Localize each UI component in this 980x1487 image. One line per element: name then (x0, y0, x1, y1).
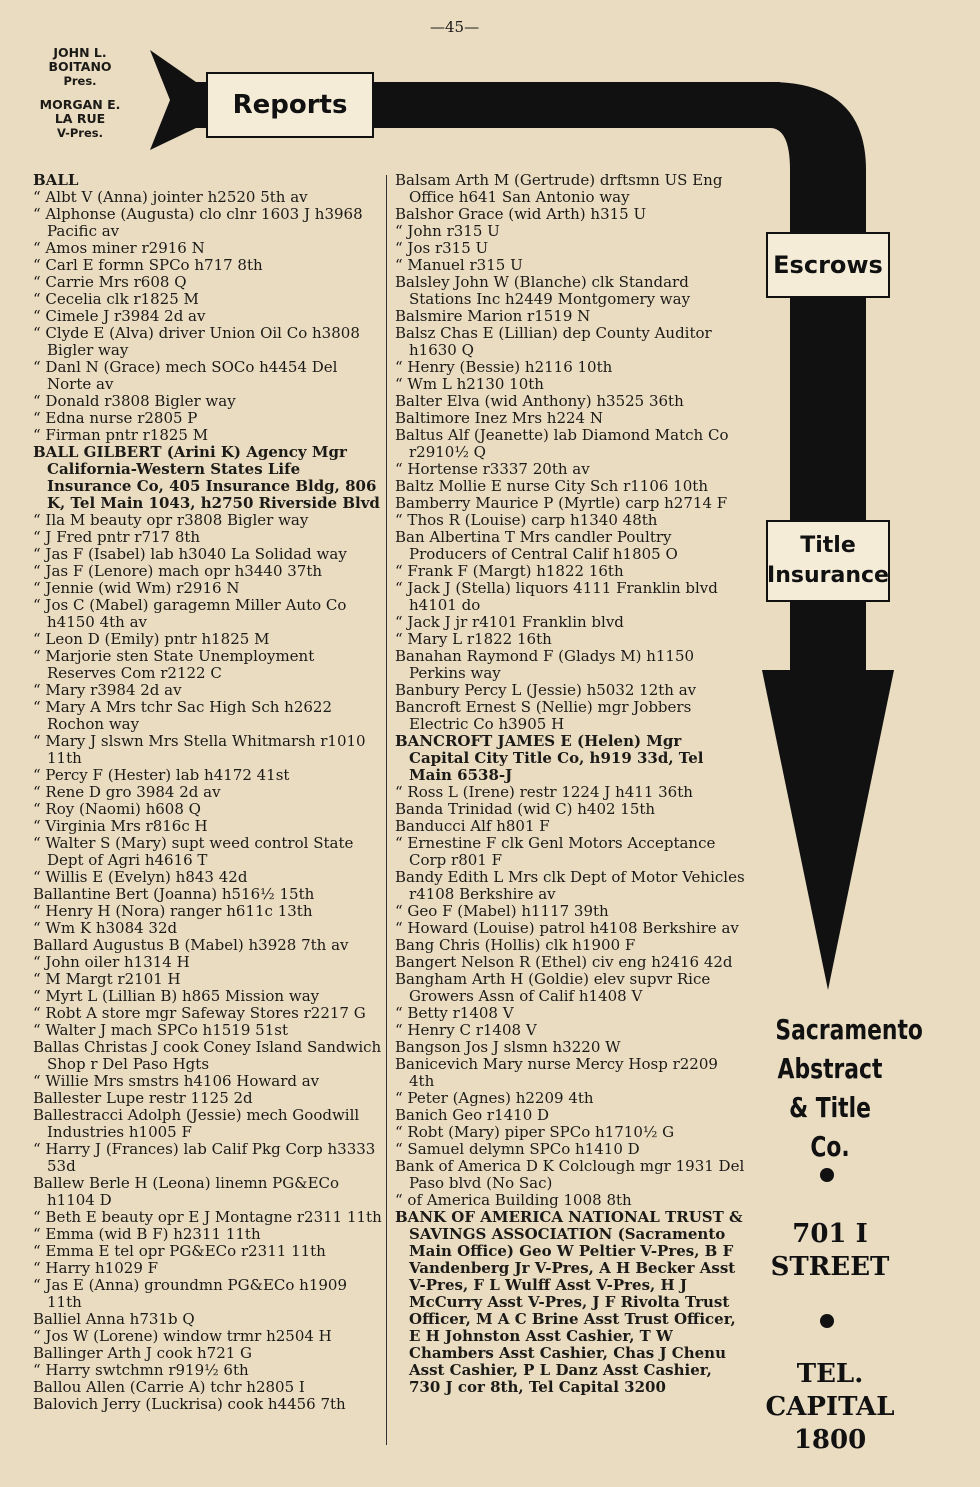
directory-entry: “ M Margt r2101 H (33, 970, 181, 988)
ad-address: 701 I STREET (770, 1219, 890, 1282)
directory-entry: “ Jas E (Anna) groundmn PG&ECo h1909 11th (33, 1276, 348, 1311)
directory-entry: “ Henry C r1408 V (395, 1021, 537, 1039)
directory-entry: “ Ernestine F clk Genl Motors Acceptance Corp r801 F (395, 834, 716, 869)
directory-entry: “ Ross L (Irene) restr 1224 J h411 36th (395, 783, 693, 801)
directory-entry: “ Virginia Mrs r816c H (33, 817, 208, 835)
directory-entry: “ Emma (wid B F) h2311 11th (33, 1225, 261, 1243)
directory-entry: “ Edna nurse r2805 P (33, 409, 198, 427)
directory-entry: “ Wm L h2130 10th (395, 375, 544, 393)
directory-entry: Ballew Berle H (Leona) linemn PG&ECo h1104 D (33, 1174, 340, 1209)
directory-entry: BALL GILBERT (Arini K) Agency Mgr California-Western States Life Insurance Co, 405 Insurance Bldg, 806 K, Tel Main 1043, h2750 Riverside Blvd (33, 443, 380, 512)
directory-entry: Baltz Mollie E nurse City Sch r1106 10th (395, 477, 708, 495)
directory-entry: “ Mary L r1822 16th (395, 630, 552, 648)
directory-entry: “ Amos miner r2916 N (33, 239, 205, 257)
directory-entry: Balter Elva (wid Anthony) h3525 36th (395, 392, 684, 410)
directory-entry: “ Henry H (Nora) ranger h611c 13th (33, 902, 313, 920)
directory-entry: Ballester Lupe restr 1125 2d (33, 1089, 253, 1107)
directory-entry: Baltus Alf (Jeanette) lab Diamond Match Co r2910½ Q (395, 426, 729, 461)
bullet-dot (820, 1168, 834, 1182)
president-name: JOHN L. BOITANO (48, 45, 112, 74)
directory-entry: “ Robt (Mary) piper SPCo h1710½ G (395, 1123, 675, 1141)
directory-entry: “ Jack J jr r4101 Franklin blvd (395, 613, 624, 631)
directory-entry: “ Donald r3808 Bigler way (33, 392, 236, 410)
directory-entry: Ballard Augustus B (Mabel) h3928 7th av (33, 936, 349, 954)
directory-column-left (33, 172, 383, 1413)
directory-entry: Balsam Arth M (Gertrude) drftsmn US Eng Office h641 San Antonio way (395, 171, 723, 206)
directory-entry: “ Harry J (Frances) lab Calif Pkg Corp h3333 53d (33, 1140, 376, 1175)
directory-entry: “ Willie Mrs smstrs h4106 Howard av (33, 1072, 320, 1090)
escrows-label: Escrows (766, 232, 890, 298)
directory-entry: “ Myrt L (Lillian B) h865 Mission way (33, 987, 320, 1005)
reports-label: Reports (206, 72, 374, 138)
directory-entry: “ Walter S (Mary) supt weed control State Dept of Agri h4616 T (33, 834, 354, 869)
directory-entry: “ Mary A Mrs tchr Sac High Sch h2622 Rochon way (33, 698, 333, 733)
directory-entry: “ Jos W (Lorene) window trmr h2504 H (33, 1327, 332, 1345)
directory-entry: “ Henry (Bessie) h2116 10th (395, 358, 613, 376)
directory-entry: “ Leon D (Emily) pntr h1825 M (33, 630, 270, 648)
directory-entry: Baltimore Inez Mrs h224 N (395, 409, 603, 427)
directory-entry: Bank of America D K Colclough mgr 1931 Del Paso blvd (No Sac) (395, 1157, 745, 1192)
directory-entry: Banahan Raymond F (Gladys M) h1150 Perkins way (395, 647, 695, 682)
directory-entry: “ J Fred pntr r717 8th (33, 528, 201, 546)
directory-entry: “ Jennie (wid Wm) r2916 N (33, 579, 240, 597)
directory-entry: “ Marjorie sten State Unemployment Reserves Com r2122 C (33, 647, 315, 682)
directory-entry: “ Alphonse (Augusta) clo clnr 1603 J h3968 Pacific av (33, 205, 363, 240)
arrow-curve (770, 82, 866, 200)
vp-name: MORGAN E. LA RUE (39, 97, 121, 126)
column-divider (386, 175, 387, 1445)
directory-entry: Bandy Edith L Mrs clk Dept of Motor Vehicles r4108 Berkshire av (395, 868, 745, 903)
vp-title: V-Pres. (57, 126, 103, 140)
directory-entry: “ Robt A store mgr Safeway Stores r2217 G (33, 1004, 366, 1022)
directory-entry: “ Harry swtchmn r919½ 6th (33, 1361, 249, 1379)
directory-entry: Ban Albertina T Mrs candler Poultry Producers of Central Calif h1805 O (395, 528, 678, 563)
directory-entry: “ Carl E formn SPCo h717 8th (33, 256, 263, 274)
directory-entry: Banda Trinidad (wid C) h402 15th (395, 800, 656, 818)
directory-entry: Ballestracci Adolph (Jessie) mech Goodwill Industries h1005 F (33, 1106, 360, 1141)
directory-entry: “ Frank F (Margt) h1822 16th (395, 562, 624, 580)
directory-entry: “ Percy F (Hester) lab h4172 41st (33, 766, 290, 784)
directory-entry: “ Danl N (Grace) mech SOCo h4454 Del Norte av (33, 358, 338, 393)
directory-entry: Bangson Jos J slsmn h3220 W (395, 1038, 621, 1056)
directory-entry: BANK OF AMERICA NATIONAL TRUST & SAVINGS ASSOCIATION (Sacramento Main Office) Geo W Peltier V-Pres, B F Vandenberg Jr V-Pres, A H Becker Asst V-Pres, F L Wulff Asst V-Pres, H J McCurry Asst V-Pres, J F Rivolta Trust Officer, M A C Brine Asst Trust Officer, E H Johnston Asst Cashier, T W Chambers Asst Cashier, Chas J Chenu Asst Cashier, P L Danz Asst Cashier, 730 J cor 8th, Tel Capital 3200 (395, 1208, 743, 1396)
directory-entry: Ballou Allen (Carrie A) tchr h2805 I (33, 1378, 305, 1396)
directory-entry: “ Hortense r3337 20th av (395, 460, 590, 478)
directory-entry: “ Harry h1029 F (33, 1259, 159, 1277)
directory-entry: BANCROFT JAMES E (Helen) Mgr Capital City Title Co, h919 33d, Tel Main 6538-J (395, 732, 704, 784)
directory-entry: “ Firman pntr r1825 M (33, 426, 209, 444)
directory-entry: Ballas Christas J cook Coney Island Sandwich Shop r Del Paso Hgts (33, 1038, 382, 1073)
title-insurance-label: Title Insurance (766, 520, 890, 602)
directory-entry: Ballinger Arth J cook h721 G (33, 1344, 253, 1362)
directory-entry: “ Jos r315 U (395, 239, 489, 257)
directory-entry: Balliel Anna h731b Q (33, 1310, 195, 1328)
directory-entry: “ Jos C (Mabel) garagemn Miller Auto Co h4150 4th av (33, 596, 347, 631)
directory-entry: Banbury Percy L (Jessie) h5032 12th av (395, 681, 697, 699)
directory-entry: Bangham Arth H (Goldie) elev supvr Rice Growers Assn of Calif h1408 V (395, 970, 711, 1005)
surname-heading: BALL (33, 171, 79, 189)
president-title: Pres. (63, 74, 97, 88)
directory-entry: “ Ila M beauty opr r3808 Bigler way (33, 511, 309, 529)
directory-entry: Balovich Jerry (Luckrisa) cook h4456 7th (33, 1395, 346, 1413)
directory-entry: “ Albt V (Anna) jointer h2520 5th av (33, 188, 308, 206)
directory-entry: “ Cecelia clk r1825 M (33, 290, 199, 308)
directory-entry: Bancroft Ernest S (Nellie) mgr Jobbers Electric Co h3905 H (395, 698, 692, 733)
directory-entry: Balsz Chas E (Lillian) dep County Auditor h1630 Q (395, 324, 712, 359)
directory-entry: “ Jack J (Stella) liquors 4111 Franklin blvd h4101 do (395, 579, 718, 614)
directory-entry: Banich Geo r1410 D (395, 1106, 550, 1124)
directory-entry: Bangert Nelson R (Ethel) civ eng h2416 42d (395, 953, 733, 971)
directory-entry: “ Roy (Naomi) h608 Q (33, 800, 201, 818)
page-number: —45— (430, 18, 480, 36)
ad-phone: TEL. CAPITAL 1800 (765, 1359, 895, 1455)
directory-entry: Bang Chris (Hollis) clk h1900 F (395, 936, 636, 954)
directory-entry: “ Thos R (Louise) carp h1340 48th (395, 511, 658, 529)
directory-entry: Balsley John W (Blanche) clk Standard Stations Inc h2449 Montgomery way (395, 273, 691, 308)
directory-entry: “ Howard (Louise) patrol h4108 Berkshire av (395, 919, 739, 937)
directory-entry: “ Peter (Agnes) h2209 4th (395, 1089, 594, 1107)
directory-column-right (395, 172, 745, 1396)
directory-entry: “ Mary r3984 2d av (33, 681, 182, 699)
directory-entry: Bamberry Maurice P (Myrtle) carp h2714 F (395, 494, 728, 512)
directory-entry: “ Clyde E (Alva) driver Union Oil Co h3808 Bigler way (33, 324, 360, 359)
directory-entry: Ballantine Bert (Joanna) h516½ 15th (33, 885, 315, 903)
ad-company-name: Sacramento Abstract & Title Co. (775, 1013, 923, 1163)
directory-entry: “ Geo F (Mabel) h1117 39th (395, 902, 609, 920)
directory-entry: “ Rene D gro 3984 2d av (33, 783, 221, 801)
directory-entry: Balsmire Marion r1519 N (395, 307, 591, 325)
directory-entry: “ Jas F (Isabel) lab h3040 La Solidad way (33, 545, 347, 563)
directory-entry: “ Manuel r315 U (395, 256, 523, 274)
arrow-head (762, 670, 894, 990)
directory-entry: “ Wm K h3084 32d (33, 919, 178, 937)
directory-entry: “ of America Building 1008 8th (395, 1191, 632, 1209)
directory-entry: “ Emma E tel opr PG&ECo r2311 11th (33, 1242, 326, 1260)
directory-entry: “ Betty r1408 V (395, 1004, 514, 1022)
directory-entry: “ John r315 U (395, 222, 500, 240)
directory-entry: Banducci Alf h801 F (395, 817, 550, 835)
directory-entry: “ Jas F (Lenore) mach opr h3440 37th (33, 562, 323, 580)
directory-entry: “ Beth E beauty opr E J Montagne r2311 11th (33, 1208, 382, 1226)
directory-entry: Balshor Grace (wid Arth) h315 U (395, 205, 647, 223)
directory-entry: “ John oiler h1314 H (33, 953, 190, 971)
directory-entry: “ Cimele J r3984 2d av (33, 307, 206, 325)
directory-entry: “ Willis E (Evelyn) h843 42d (33, 868, 248, 886)
directory-entry: “ Samuel delymn SPCo h1410 D (395, 1140, 640, 1158)
directory-entry: “ Mary J slswn Mrs Stella Whitmarsh r1010 11th (33, 732, 366, 767)
directory-entry: “ Walter J mach SPCo h1519 51st (33, 1021, 288, 1039)
directory-entry: Banicevich Mary nurse Mercy Hosp r2209 4th (395, 1055, 718, 1090)
bullet-dot (820, 1314, 834, 1328)
directory-entry: “ Carrie Mrs r608 Q (33, 273, 187, 291)
